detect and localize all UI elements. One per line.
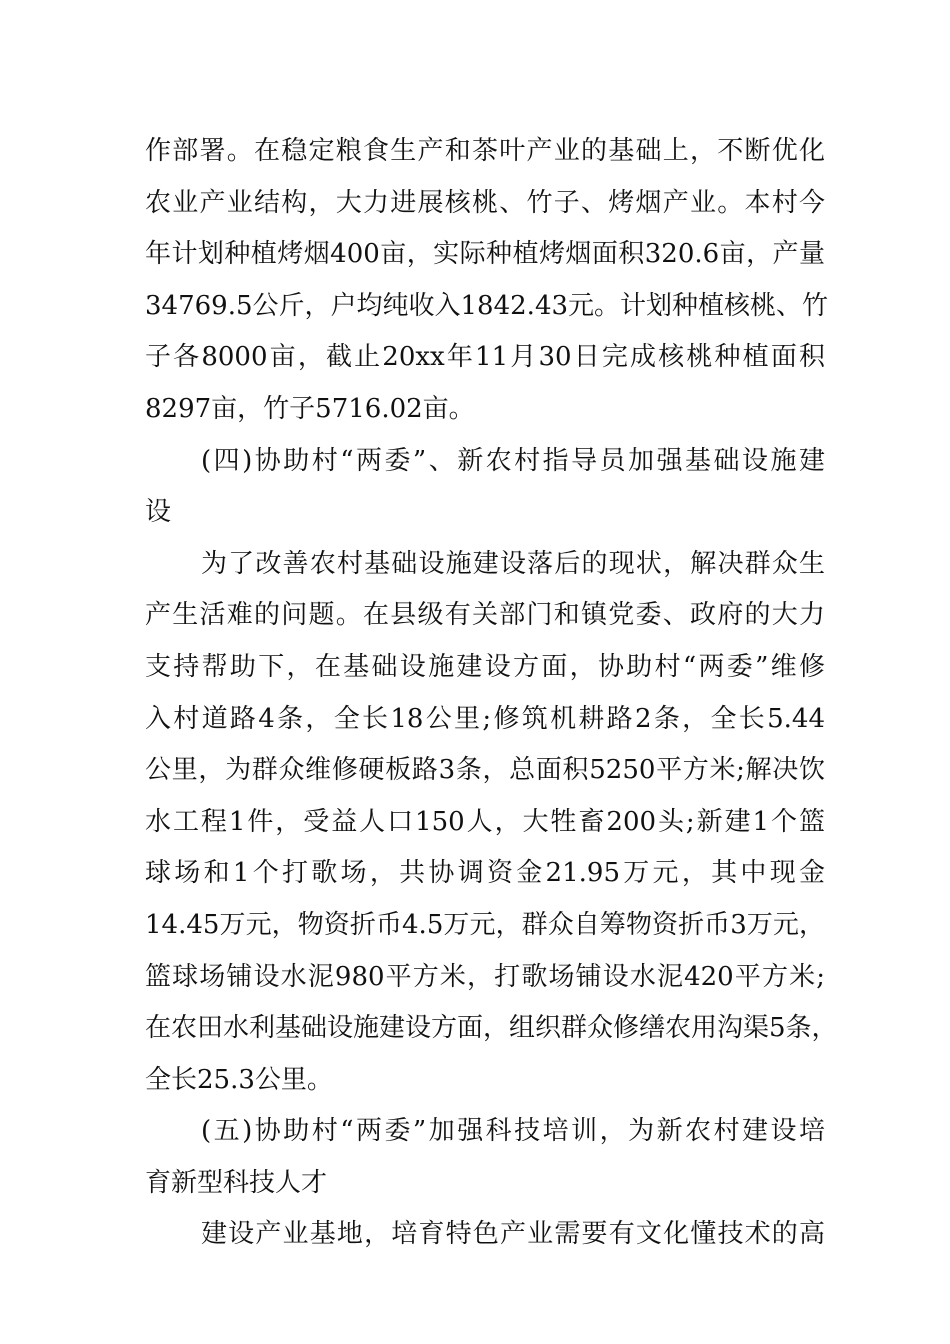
text-line: 作部署。在稳定粮食生产和茶叶产业的基础上，不断优化 [145, 136, 825, 166]
text-line: (四)协助村“两委”、新农村指导员加强基础设施建 [201, 445, 825, 476]
text-line: 产生活难的问题。在县级有关部门和镇党委、政府的大力 [145, 600, 825, 631]
text-line: 球场和1个打歌场，共协调资金21.95万元，其中现金 [145, 858, 825, 889]
text-line: 34769.5公斤，户均纯收入1842.43元。计划种植核桃、竹 [145, 290, 829, 321]
text-line: 水工程1件，受益人口150人，大牲畜200头;新建1个篮 [145, 806, 825, 837]
text-line: 全长25.3公里。 [145, 1064, 333, 1095]
text-line: 入村道路4条，全长18公里;修筑机耕路2条，全长5.44 [145, 703, 825, 734]
document-body [145, 126, 838, 1261]
text-line: (五)协助村“两委”加强科技培训，为新农村建设培 [201, 1116, 825, 1147]
text-line: 育新型科技人才 [145, 1167, 328, 1198]
text-line: 为了改善农村基础设施建设落后的现状，解决群众生 [201, 548, 825, 579]
text-line: 农业产业结构，大力进展核桃、竹子、烤烟产业。本村今 [145, 187, 825, 218]
text-line: 公里，为群众维修硬板路3条，总面积5250平方米;解决饮 [145, 755, 825, 786]
text-line: 子各8000亩，截止20xx年11月30日完成核桃种植面积 [145, 342, 825, 373]
text-line: 设 [145, 497, 172, 528]
text-line: 支持帮助下，在基础设施建设方面，协助村“两委”维修 [145, 651, 825, 682]
text-line: 8297亩，竹子5716.02亩。 [145, 393, 475, 424]
text-line: 在农田水利基础设施建设方面，组织群众修缮农用沟渠5条， [145, 1013, 838, 1044]
text-line: 14.45万元，物资折币4.5万元，群众自筹物资折币3万元， [145, 909, 825, 940]
text-line: 年计划种植烤烟400亩，实际种植烤烟面积320.6亩，产量 [145, 239, 825, 270]
text-line: 建设产业基地，培育特色产业需要有文化懂技术的高 [201, 1219, 825, 1250]
text-line: 篮球场铺设水泥980平方米，打歌场铺设水泥420平方米; [145, 961, 825, 992]
